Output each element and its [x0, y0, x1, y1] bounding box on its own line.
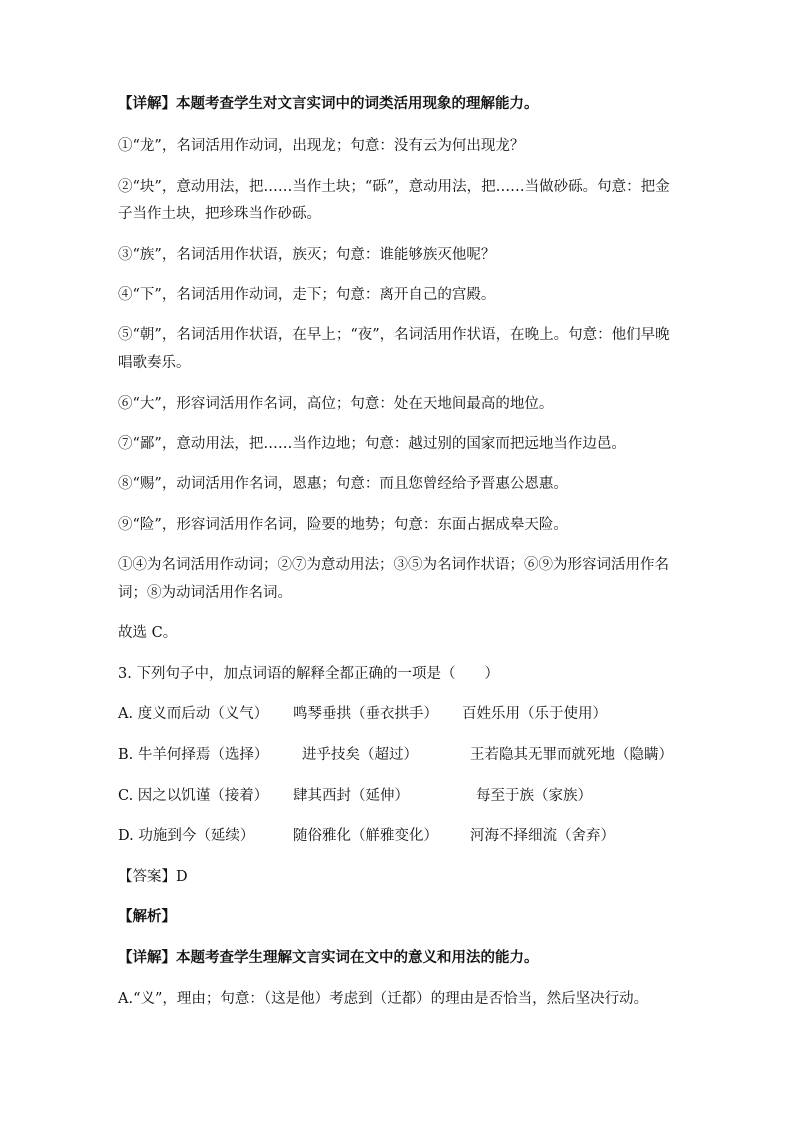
option-a-part-3: 百姓乐用（乐于使用）	[462, 706, 607, 722]
explanation-item-5-line-1: ⑤“朝”，名词活用作状语，在早上；“夜”，名词活用作状语，在晚上。句意：他们早晚	[118, 327, 670, 343]
explanation-item-3: ③“族”，名词活用作状语，族灭；句意：谁能够族灭他呢？	[118, 247, 496, 263]
option-d-part-2: 随俗雅化（觧雅变化）	[293, 828, 438, 844]
explanation-item-9: ⑨“险”，形容词活用作名词，险要的地势；句意：东面占据成皋天险。	[118, 517, 568, 533]
explanation-item-6: ⑥“大”，形容词活用作名词，高位；句意：处在天地间最高的地位。	[118, 396, 554, 412]
option-b-part-1: B. 牛羊何择焉（选择）	[118, 747, 269, 763]
choice-statement: 故选 C。	[118, 625, 178, 641]
detail-heading-2: 【详解】本题考查学生理解文言实词在文中的意义和用法的能力。	[118, 950, 539, 966]
detail-heading-1: 【详解】本题考查学生对文言实词中的词类活用现象的理解能力。	[118, 96, 539, 112]
option-b-part-3: 王若隐其无罪而就死地（隐瞒）	[470, 747, 673, 763]
option-a-part-1: A. 度义而后动（义气）	[118, 706, 269, 722]
analysis-heading: 【解析】	[118, 909, 176, 925]
summary-line-1: ①④为名词活用作动词；②⑦为意动用法；③⑤为名词作状语；⑥⑨为形容词活用作名	[118, 557, 669, 573]
explanation-item-1: ①“龙”，名词活用作动词，出现龙；句意：没有云为何出现龙？	[118, 138, 525, 154]
option-b-part-2: 进乎技矣（超过）	[302, 747, 418, 763]
answer-line: 【答案】D	[118, 869, 188, 885]
option-d-part-3: 河海不择细流（舍弃）	[470, 828, 615, 844]
option-c-part-1: C. 因之以饥谨（接着）	[118, 788, 269, 804]
option-a-part-2: 鸣琴垂拱（垂衣拱手）	[293, 706, 438, 722]
question-3: 3. 下列句子中，加点词语的解释全都正确的一项是（ ）	[118, 666, 499, 682]
option-c-part-3: 每至于族（家族）	[476, 788, 592, 804]
explanation-item-8: ⑧“赐”，动词活用作名词，恩惠；句意：而且您曾经给予晋惠公恩惠。	[118, 476, 568, 492]
explanation-item-5-line-2: 唱歌奏乐。	[118, 355, 191, 371]
summary-line-2: 词；⑧为动词活用作名词。	[118, 585, 292, 601]
explanation-item-2-line-1: ②“块”，意动用法，把……当作土块；“砾”，意动用法，把……当做砂砾。句意：把金	[118, 179, 670, 195]
option-a-explanation: A.“义”，理由；句意：（这是他）考虑到（迁都）的理由是否恰当，然后坚决行动。	[118, 991, 649, 1007]
explanation-item-2-line-2: 子当作土块，把珍珠当作砂砾。	[118, 206, 321, 222]
option-c-part-2: 肆其西封（延伸）	[293, 788, 409, 804]
explanation-item-7: ⑦“鄙”，意动用法，把……当作边地；句意：越过别的国家而把远地当作边邑。	[118, 436, 626, 452]
explanation-item-4: ④“下”，名词活用作动词，走下；句意：离开自己的宫殿。	[118, 287, 496, 303]
option-d-part-1: D. 功施到今（延续）	[118, 828, 255, 844]
